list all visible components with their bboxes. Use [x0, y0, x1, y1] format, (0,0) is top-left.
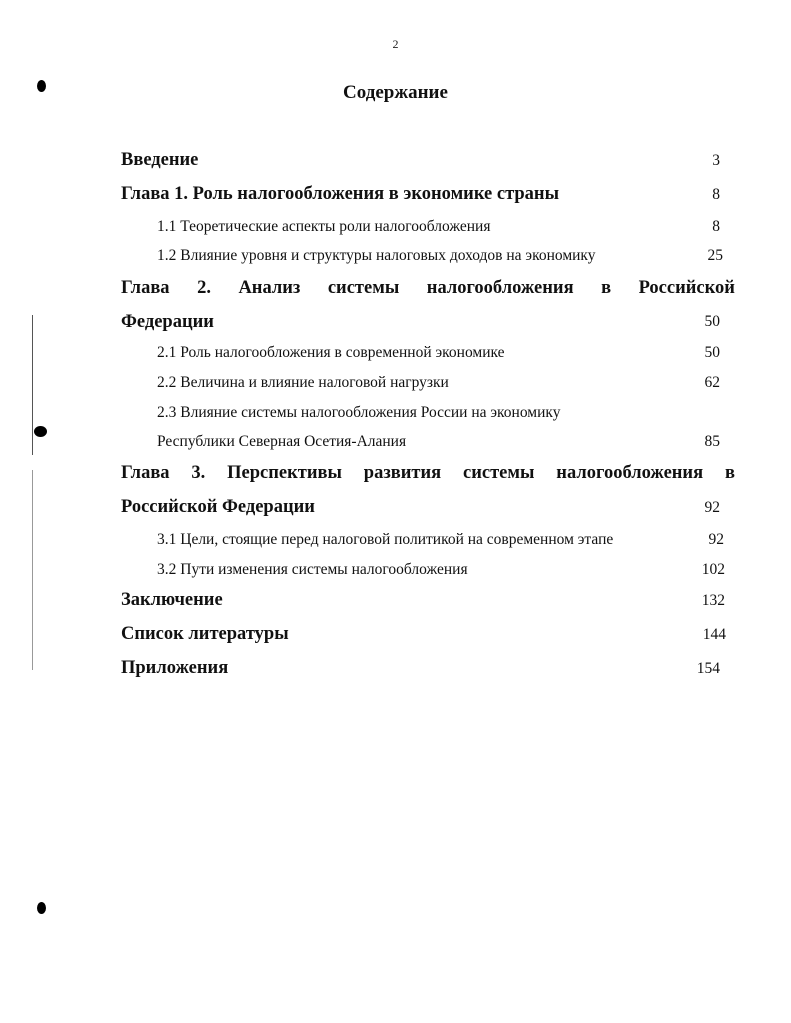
scan-edge-line [32, 470, 33, 670]
word: налогообложения [426, 278, 574, 298]
toc-section-2-3-label[interactable]: 2.3 Влияние системы налогообложения России на экономику [157, 404, 561, 421]
toc-intro-label[interactable]: Введение [121, 150, 199, 170]
toc-section-3-1-label[interactable]: 3.1 Цели, стоящие перед налоговой политикой на современном этапе [157, 531, 614, 548]
scan-edge-line [32, 315, 33, 455]
toc-section-2-2-page: 62 [704, 374, 720, 391]
page-number: 2 [392, 37, 399, 51]
toc-chapter-1-label[interactable]: Глава 1. Роль налогообложения в экономике страны [121, 184, 560, 204]
toc-chapter-2-page: 50 [704, 313, 720, 330]
toc-section-3-2-page: 102 [701, 561, 725, 578]
word: системы [327, 278, 400, 298]
toc-conclusion-page: 132 [701, 592, 725, 609]
toc-section-3-2-label[interactable]: 3.2 Пути изменения системы налогообложения [157, 561, 468, 578]
toc-chapter-2-label-line2[interactable]: Федерации [121, 312, 214, 332]
toc-section-1-2-page: 25 [707, 247, 723, 264]
toc-chapter-1-page: 8 [712, 186, 720, 203]
toc-section-2-1-label[interactable]: 2.1 Роль налогообложения в современной экономике [157, 344, 505, 361]
word: в [724, 463, 735, 483]
word: 2. [197, 278, 211, 298]
toc-chapter-3-label[interactable] [121, 463, 735, 484]
word: Российской [638, 278, 735, 298]
toc-references-page: 144 [702, 626, 726, 643]
toc-conclusion-label[interactable]: Заключение [121, 590, 223, 610]
word: налогообложения [556, 463, 704, 483]
toc-section-2-2-label[interactable]: 2.2 Величина и влияние налоговой нагрузки [157, 374, 449, 391]
toc-appendices-page: 154 [696, 660, 720, 677]
toc-section-3-1-page: 92 [708, 531, 724, 548]
binder-hole-mark-middle [34, 426, 47, 437]
toc-section-1-1-label[interactable]: 1.1 Теоретические аспекты роли налогообложения [157, 218, 491, 235]
word: Глава [121, 463, 170, 483]
toc-section-2-3-label-line2[interactable]: Республики Северная Осетия-Алания [157, 433, 407, 450]
toc-appendices-label[interactable]: Приложения [121, 658, 229, 678]
toc-references-label[interactable]: Список литературы [121, 624, 289, 644]
toc-chapter-3-page: 92 [704, 499, 720, 516]
toc-section-2-3-page: 85 [704, 433, 720, 450]
toc-section-2-1-page: 50 [704, 344, 720, 361]
word: Перспективы [227, 463, 342, 483]
toc-chapter-3-label-line2[interactable]: Российской Федерации [121, 497, 315, 517]
page-title: Содержание [343, 82, 448, 103]
word: Анализ [238, 278, 301, 298]
binder-hole-mark-bottom [37, 902, 46, 914]
word: системы [463, 463, 535, 483]
word: развития [363, 463, 442, 483]
toc-intro-page: 3 [712, 152, 720, 169]
toc-chapter-2-label[interactable] [121, 278, 735, 299]
toc-section-1-1-page: 8 [712, 218, 720, 235]
word: 3. [191, 463, 206, 483]
toc-section-1-2-label[interactable]: 1.2 Влияние уровня и структуры налоговых доходов на экономику [157, 247, 596, 264]
word: Глава [121, 278, 170, 298]
word: в [601, 278, 612, 298]
